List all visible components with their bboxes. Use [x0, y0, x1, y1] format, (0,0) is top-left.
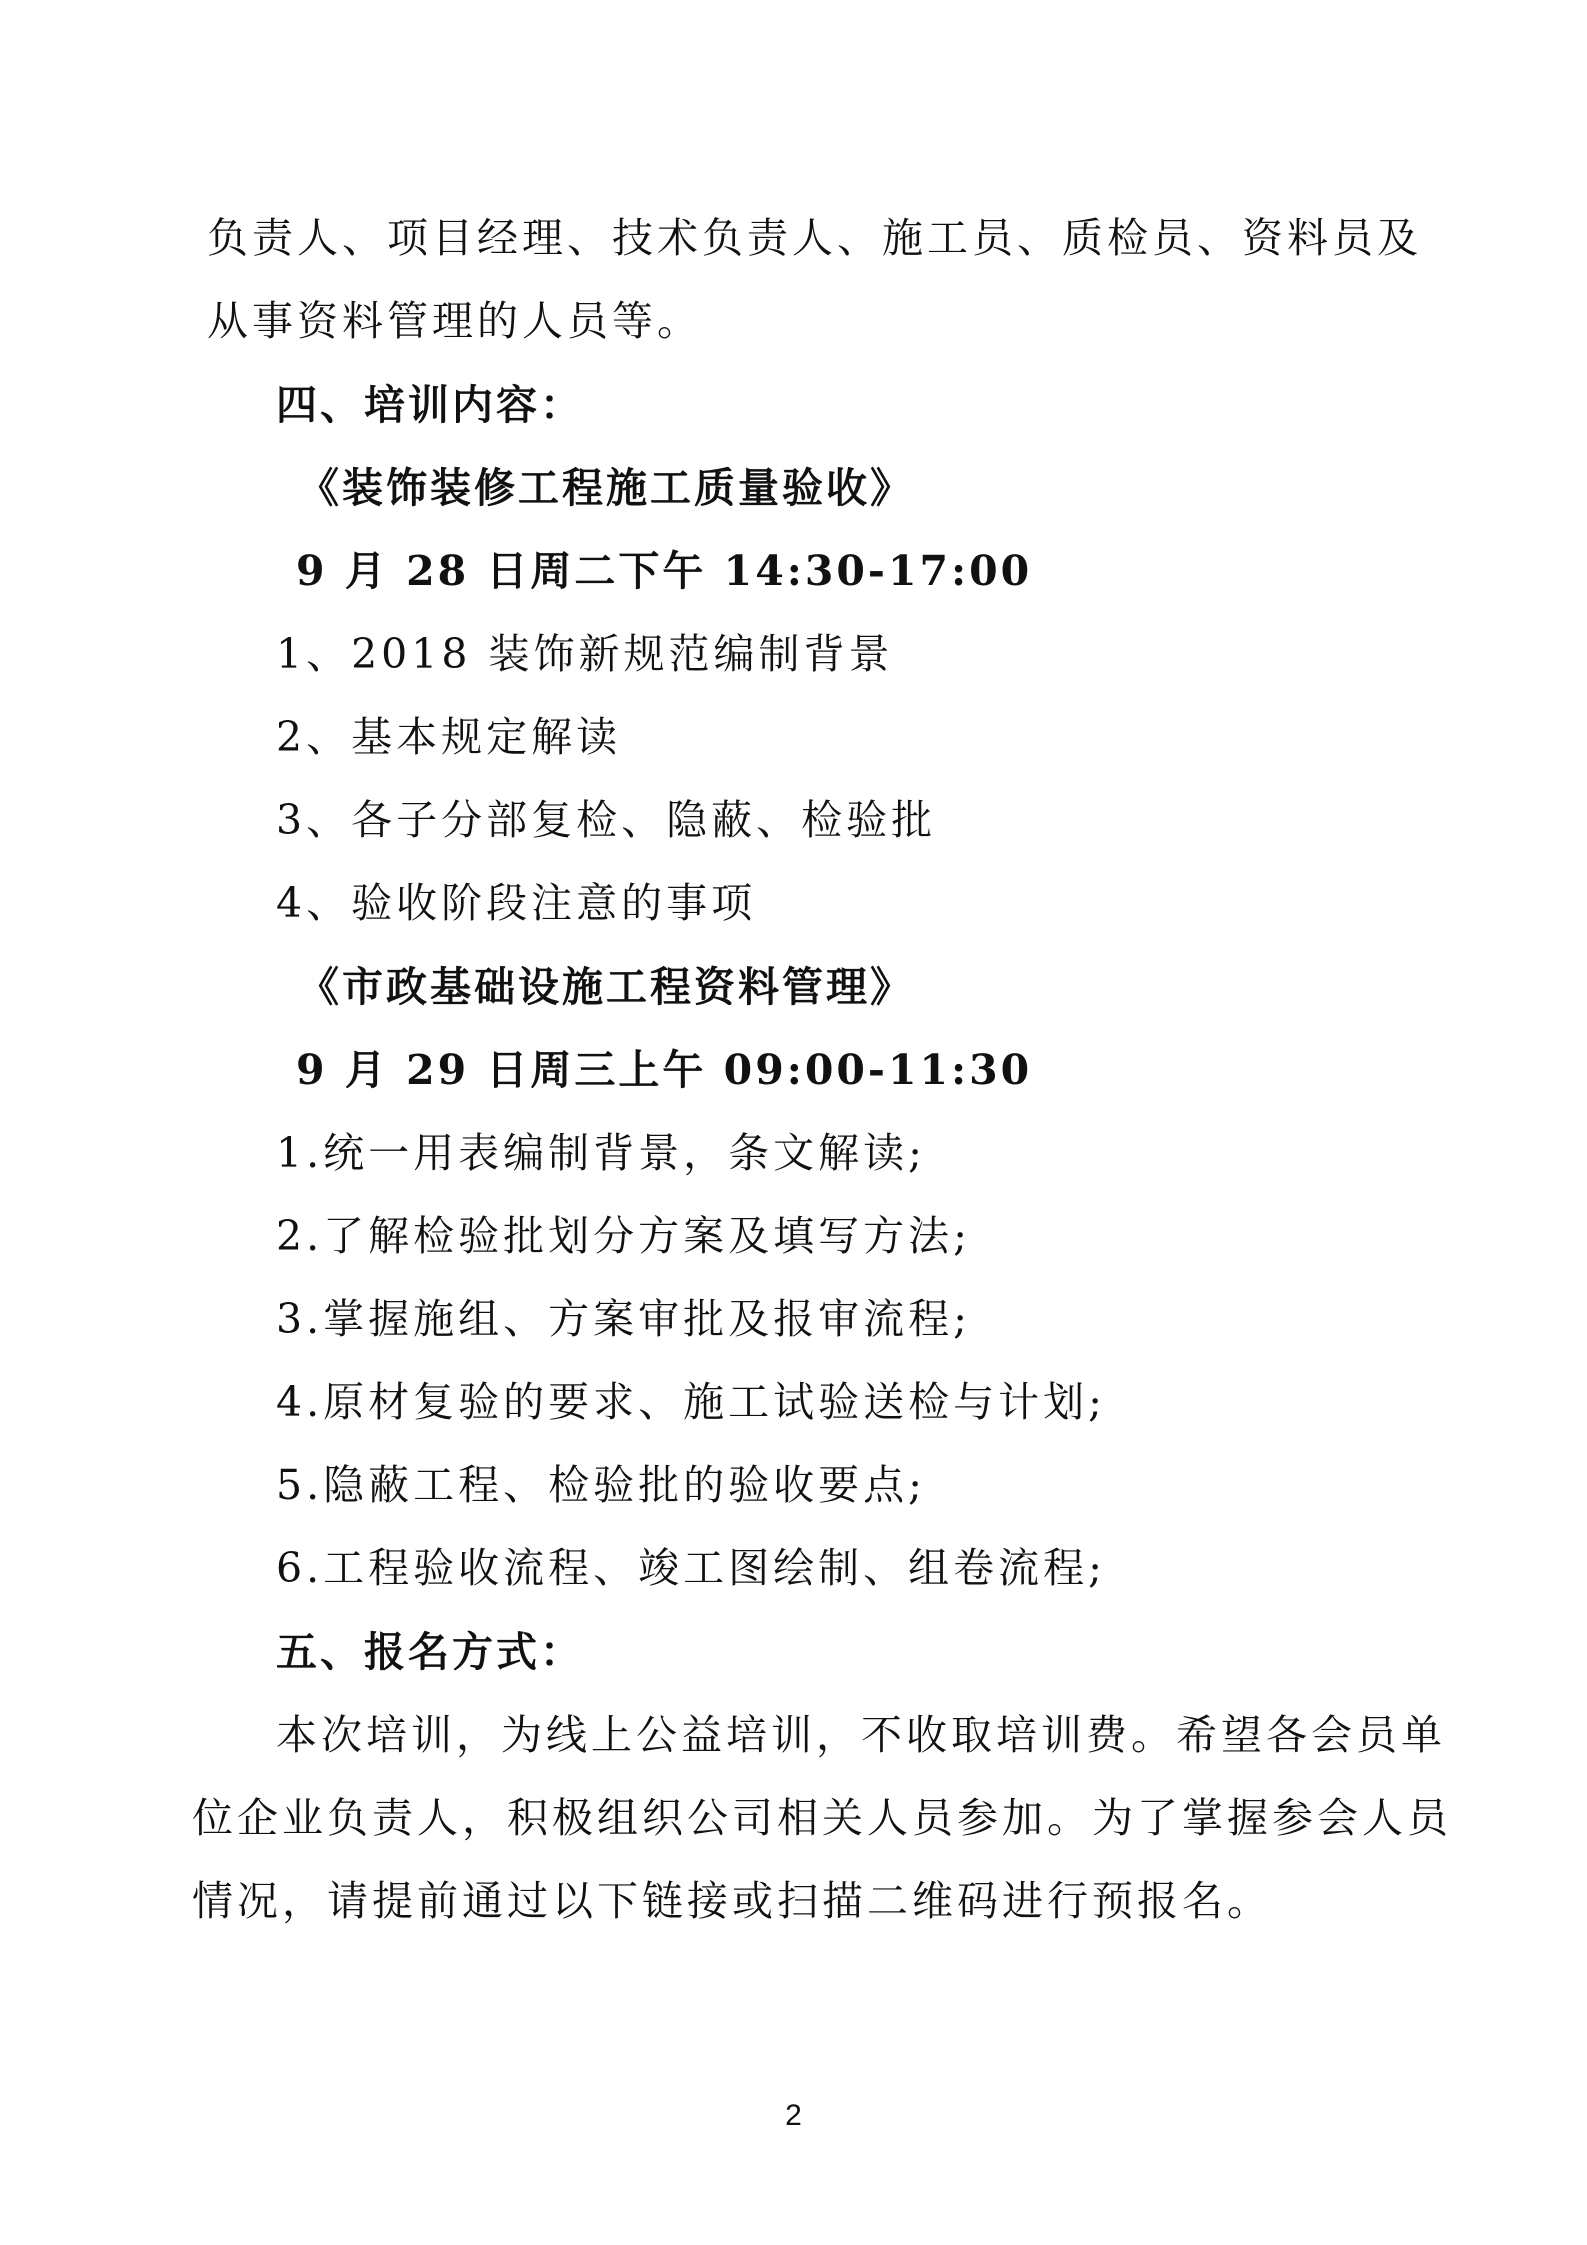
course-1-item: 1、2018 装饰新规范编制背景: [276, 630, 894, 678]
course-1-item: 3、各子分部复检、隐蔽、检验批: [276, 796, 937, 844]
paragraph-line: 位企业负责人，积极组织公司相关人员参加。为了掌握参会人员: [192, 1794, 1452, 1842]
continuation-line-1: 负责人、项目经理、技术负责人、施工员、质检员、资料员及: [207, 214, 1422, 262]
course-2-item: 6.工程验收流程、竣工图绘制、组卷流程;: [276, 1544, 1106, 1592]
course-1-title: 《装饰装修工程施工质量验收》: [298, 464, 914, 512]
course-1-item: 4、验收阶段注意的事项: [276, 879, 757, 927]
section-4-heading: 四、培训内容：: [276, 381, 584, 429]
course-1-item: 2、基本规定解读: [276, 713, 622, 761]
section-5-heading: 五、报名方式：: [276, 1628, 584, 1676]
paragraph-line: 情况，请提前通过以下链接或扫描二维码进行预报名。: [192, 1877, 1272, 1925]
continuation-line-2: 从事资料管理的人员等。: [207, 297, 702, 345]
course-2-item: 4.原材复验的要求、施工试验送检与计划;: [276, 1378, 1106, 1426]
page-number: 2: [785, 2099, 802, 2132]
course-2-item: 5.隐蔽工程、检验批的验收要点;: [276, 1461, 926, 1509]
course-2-item: 1.统一用表编制背景，条文解读;: [276, 1129, 926, 1177]
course-1-time: 9 月 28 日周二下午 14:30-17:00: [296, 547, 1033, 595]
course-2-time: 9 月 29 日周三上午 09:00-11:30: [296, 1046, 1033, 1094]
course-2-title: 《市政基础设施工程资料管理》: [298, 963, 914, 1011]
paragraph-line: 本次培训，为线上公益培训，不收取培训费。希望各会员单: [276, 1711, 1446, 1759]
course-2-item: 3.掌握施组、方案审批及报审流程;: [276, 1295, 971, 1343]
course-2-item: 2.了解检验批划分方案及填写方法;: [276, 1212, 971, 1260]
